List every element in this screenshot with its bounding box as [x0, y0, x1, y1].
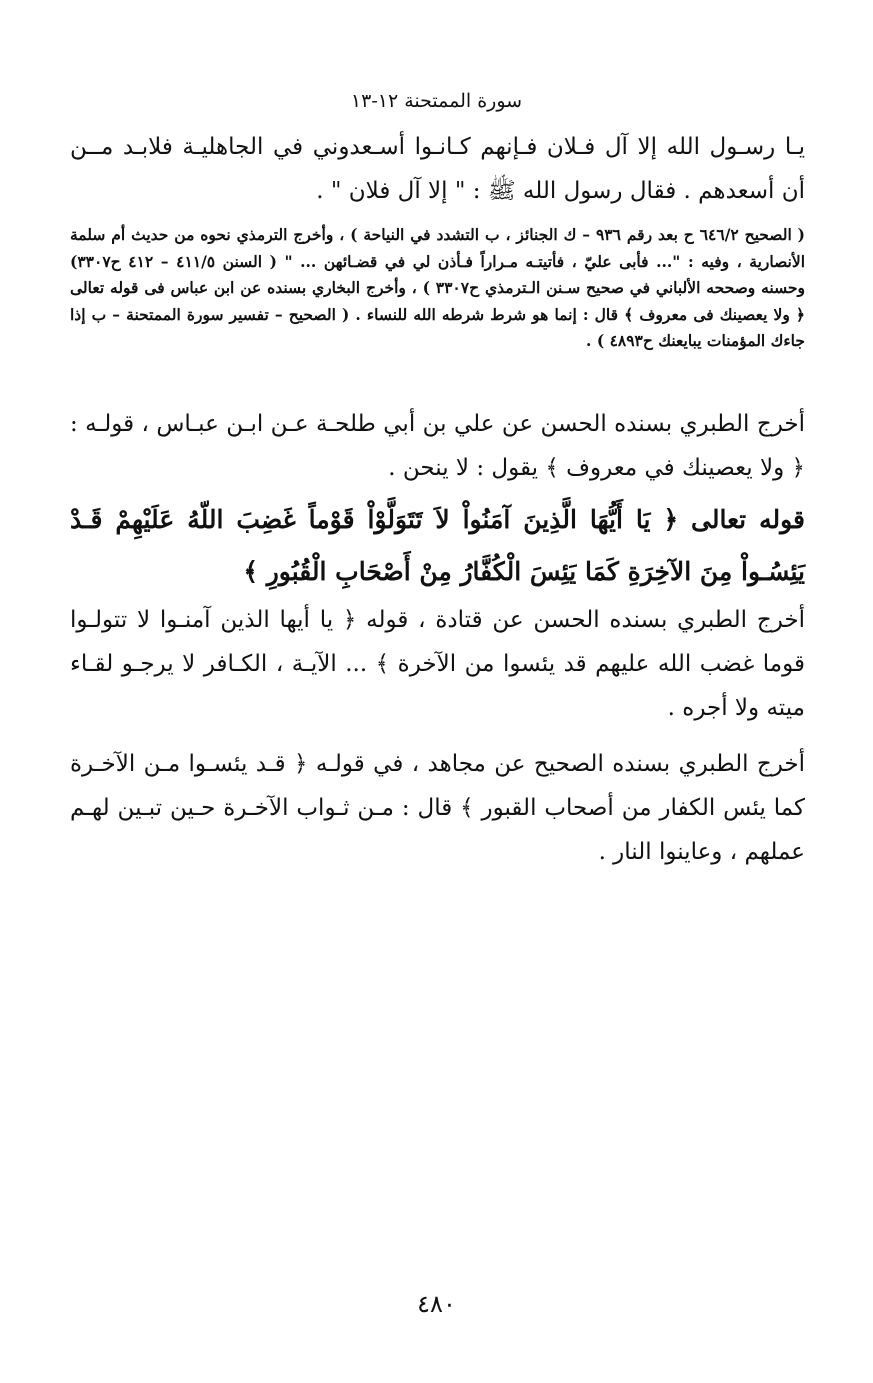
- paragraph-tabari-qatada: أخرج الطبري بسنده الحسن عن قتادة ، قوله ﴿ يا أيها الذين آمنـوا لا تتولـوا قوما غضب الله عليهم قد يئسوا من الآخرة ﴾ ... الآيـة ، الكـافر لا يرجـو لقـاء ميته ولا أجره .: [70, 607, 805, 721]
- page-number: ٤٨٠: [417, 1290, 456, 1318]
- paragraph-tabari-ibn-abbas: أخرج الطبري بسنده الحسن عن علي بن أبي طلحـة عـن ابـن عبـاس ، قولـه : ﴿ ولا يعصينك في معروف ﴾ يقول : لا ينحن .: [70, 411, 805, 481]
- running-head: سورة الممتحنة ١٢-١٣: [350, 90, 523, 112]
- verse-heading: قوله تعالى ﴿ يَا أَيُّهَا الَّذِينَ آمَنُواْ لاَ تَتَوَلَّوْاْ قَوْماً غَضِبَ اللّهُ عَلَيْهِمْ قَـدْ يَئِسُـواْ مِنَ الآخِرَةِ كَمَا يَئِسَ الْكُفَّارُ مِنْ أَصْحَابِ الْقُبُورِ ﴾: [70, 505, 805, 586]
- paragraph-tabari-mujahid: أخرج الطبري بسنده الصحيح عن مجاهد ، في قولـه ﴿ قـد يئسـوا مـن الآخـرة كما يئس الكفار من أصحاب القبور ﴾ قال : مـن ثـواب الآخـرة حـين تبـين لهـم عملهم ، وعاينوا النار .: [70, 751, 805, 865]
- footnote-takhrij: ( الصحيح ٦٤٦/٢ ح بعد رقم ٩٣٦ – ك الجنائز ، ب التشدد في النياحة ) ، وأخرج الترمذي نحوه من حديث أم سلمة الأنصارية ، وفيه : "... فأبى عليّ ، فأتيتـه مـراراً فـأذن لي في قضـائهن ... " ( السنن ٤١١/٥ – ٤١٢ ح٣٣٠٧) وحسنه وصححه الألباني في صحيح سـنن الـترمذي ح٣٣٠٧ ) ، وأخرج البخاري بسنده عن ابن عباس فى قوله تعالى ﴿ ولا يعصينك فى معروف ﴾ قال : إنما هو شرط شرطه الله للنساء . ( الصحيح – تفسير سورة الممتحنة – ب إذا جاءك المؤمنات يبايعنك ح٤٨٩٣ ) .: [70, 225, 806, 350]
- paragraph-hadith-end: يـا رسـول الله إلا آل فـلان فـإنهم كـانـوا أسـعدوني في الجاهليـة فلابـد مــن أن أسعدهم . فقال رسول الله ﷺ : " إلا آل فلان " .: [70, 134, 805, 204]
